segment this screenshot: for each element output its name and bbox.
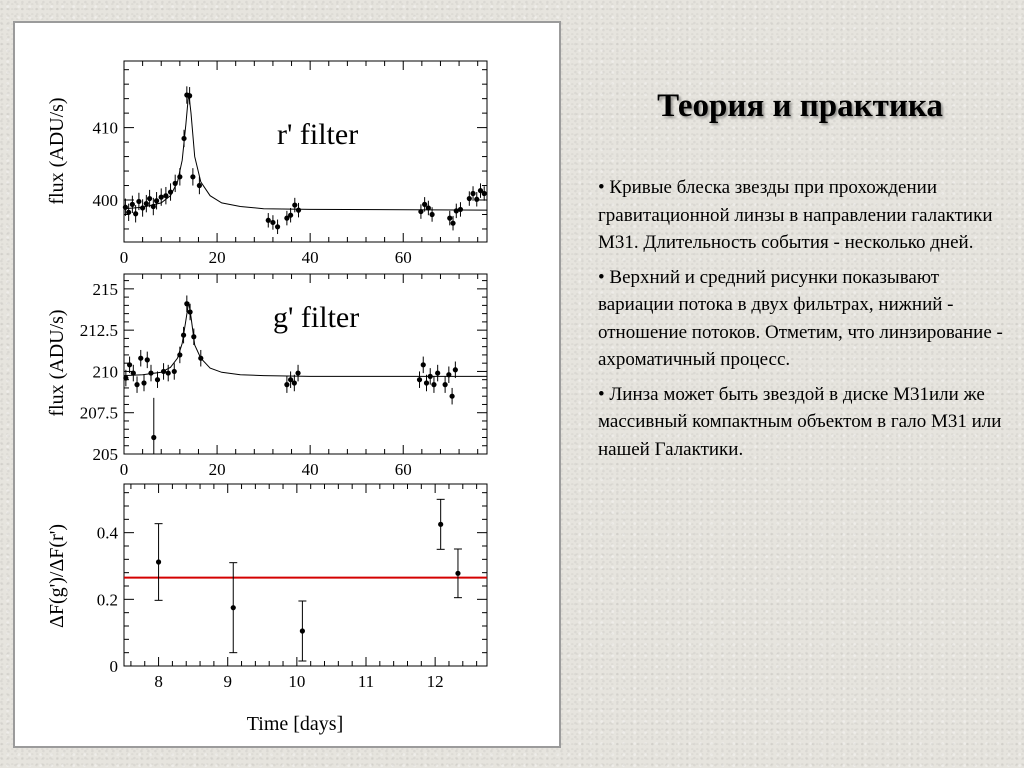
y-tick-label: 400 bbox=[92, 191, 118, 211]
light-curve-figure bbox=[13, 21, 561, 748]
data-marker bbox=[470, 191, 475, 196]
x-tick-label: 10 bbox=[288, 672, 306, 691]
data-point bbox=[431, 376, 436, 393]
data-marker bbox=[127, 362, 132, 367]
data-marker bbox=[151, 435, 156, 440]
data-marker bbox=[172, 369, 177, 374]
data-marker bbox=[450, 221, 455, 226]
data-marker bbox=[197, 183, 202, 188]
data-marker bbox=[161, 369, 166, 374]
data-marker bbox=[482, 191, 487, 196]
x-tick-label: 40 bbox=[301, 460, 319, 479]
data-point bbox=[198, 350, 203, 367]
data-marker bbox=[187, 309, 192, 314]
data-point bbox=[266, 213, 271, 227]
data-marker bbox=[446, 372, 451, 377]
data-marker bbox=[270, 220, 275, 225]
data-marker bbox=[130, 202, 135, 207]
data-marker bbox=[148, 370, 153, 375]
data-marker bbox=[138, 356, 143, 361]
data-marker bbox=[190, 174, 195, 179]
data-point bbox=[177, 168, 182, 185]
data-marker bbox=[443, 382, 448, 387]
data-marker bbox=[417, 377, 422, 382]
data-marker bbox=[144, 201, 149, 206]
data-marker bbox=[177, 174, 182, 179]
data-marker bbox=[126, 210, 131, 215]
data-point bbox=[446, 366, 451, 383]
data-marker bbox=[159, 195, 164, 200]
x-tick-label: 20 bbox=[208, 460, 226, 479]
data-point bbox=[190, 168, 195, 185]
x-tick-label: 60 bbox=[394, 460, 412, 479]
data-point bbox=[435, 365, 440, 382]
data-marker bbox=[292, 202, 297, 207]
data-marker bbox=[181, 333, 186, 338]
data-point bbox=[168, 183, 173, 200]
bullet-item: • Верхний и средний рисунки показывают вариации потока в двух фильтрах, нижний - отношение потоков. Отметим, что линзирование - ахроматичный процесс. bbox=[598, 266, 1003, 370]
data-marker bbox=[156, 559, 161, 564]
data-point bbox=[127, 357, 132, 374]
data-point bbox=[155, 524, 163, 601]
data-marker bbox=[453, 367, 458, 372]
plot-frame bbox=[124, 484, 487, 666]
light-curve-plots bbox=[15, 23, 559, 746]
data-marker bbox=[429, 212, 434, 217]
y-tick-label: 210 bbox=[92, 362, 118, 382]
data-marker bbox=[154, 198, 159, 203]
y-axis-title: ΔF(g')/ΔF(r') bbox=[46, 523, 68, 629]
x-tick-label: 9 bbox=[223, 672, 232, 691]
data-point bbox=[295, 365, 300, 382]
data-marker bbox=[447, 216, 452, 221]
data-marker bbox=[151, 204, 156, 209]
x-tick-label: 40 bbox=[301, 248, 319, 267]
x-tick-label: 11 bbox=[357, 672, 375, 691]
filter-label: g' filter bbox=[273, 301, 360, 334]
data-point bbox=[284, 211, 289, 225]
data-point bbox=[172, 363, 177, 380]
slide-title: Теория и практика bbox=[657, 88, 943, 124]
data-point bbox=[298, 601, 306, 661]
data-marker bbox=[123, 375, 128, 380]
data-marker bbox=[467, 196, 472, 201]
data-marker bbox=[295, 370, 300, 375]
data-point bbox=[421, 357, 426, 374]
data-marker bbox=[418, 209, 423, 214]
y-tick-label: 410 bbox=[92, 118, 118, 138]
x-tick-label: 20 bbox=[208, 248, 226, 267]
data-point bbox=[161, 363, 166, 380]
data-point bbox=[181, 130, 186, 147]
data-point bbox=[134, 376, 139, 393]
data-point bbox=[449, 388, 454, 405]
data-marker bbox=[166, 370, 171, 375]
data-marker bbox=[422, 202, 427, 207]
data-point bbox=[131, 365, 136, 382]
data-marker bbox=[133, 211, 138, 216]
data-point bbox=[437, 499, 445, 549]
chart-panel-2 bbox=[46, 274, 487, 479]
y-tick-label: 0 bbox=[109, 657, 118, 676]
data-point bbox=[148, 365, 153, 382]
data-marker bbox=[140, 205, 145, 210]
data-point bbox=[288, 208, 293, 222]
data-marker bbox=[275, 224, 280, 229]
data-point bbox=[292, 375, 297, 392]
data-marker bbox=[163, 193, 168, 198]
data-point bbox=[181, 327, 186, 344]
x-tick-label: 0 bbox=[119, 248, 129, 267]
chart-panel-1 bbox=[46, 61, 487, 267]
data-marker bbox=[455, 571, 460, 576]
data-marker bbox=[231, 605, 236, 610]
model-curve bbox=[124, 93, 487, 210]
data-point bbox=[197, 177, 202, 194]
data-point bbox=[155, 371, 160, 388]
data-point bbox=[270, 215, 275, 229]
data-marker bbox=[431, 382, 436, 387]
data-marker bbox=[181, 136, 186, 141]
data-marker bbox=[300, 628, 305, 633]
y-tick-label: 207.5 bbox=[79, 403, 118, 423]
data-marker bbox=[173, 181, 178, 186]
data-point bbox=[191, 328, 196, 345]
y-tick-label: 0.4 bbox=[96, 523, 118, 543]
data-point bbox=[163, 187, 168, 204]
data-point bbox=[443, 376, 448, 393]
bullet-list bbox=[598, 174, 1014, 470]
data-marker bbox=[141, 380, 146, 385]
data-marker bbox=[438, 522, 443, 527]
data-marker bbox=[191, 334, 196, 339]
data-point bbox=[145, 352, 150, 369]
data-point bbox=[141, 375, 146, 392]
data-point bbox=[275, 220, 280, 234]
data-point bbox=[177, 347, 182, 364]
x-tick-label: 8 bbox=[154, 672, 163, 691]
data-point bbox=[453, 362, 458, 379]
data-point bbox=[184, 295, 189, 312]
data-marker bbox=[155, 377, 160, 382]
data-point bbox=[151, 398, 156, 454]
y-axis-title: flux (ADU/s) bbox=[46, 97, 68, 205]
data-marker bbox=[187, 93, 192, 98]
data-marker bbox=[449, 394, 454, 399]
data-marker bbox=[426, 205, 431, 210]
data-point bbox=[138, 350, 143, 367]
data-marker bbox=[284, 382, 289, 387]
y-tick-label: 205 bbox=[92, 445, 118, 464]
data-marker bbox=[424, 380, 429, 385]
y-tick-label: 215 bbox=[92, 279, 118, 299]
data-marker bbox=[421, 362, 426, 367]
data-marker bbox=[131, 370, 136, 375]
data-point bbox=[454, 549, 462, 598]
data-marker bbox=[136, 199, 141, 204]
data-marker bbox=[296, 208, 301, 213]
data-marker bbox=[474, 197, 479, 202]
bullet-item: • Линза может быть звездой в диске M31или же массивный компактным объектом в гало M31 или нашей Галактики. bbox=[598, 383, 1002, 460]
chart-panel-3 bbox=[46, 484, 487, 735]
data-marker bbox=[292, 380, 297, 385]
data-point bbox=[229, 563, 237, 653]
data-marker bbox=[134, 382, 139, 387]
data-marker bbox=[184, 301, 189, 306]
bullet-item: • Кривые блеска звезды при прохождении гравитационной линзы в направлении галактики M31. Длительность события - несколько дней. bbox=[598, 177, 993, 253]
x-tick-label: 0 bbox=[119, 460, 129, 479]
data-marker bbox=[458, 207, 463, 212]
data-point bbox=[482, 186, 487, 200]
data-marker bbox=[266, 218, 271, 223]
data-marker bbox=[198, 356, 203, 361]
data-marker bbox=[288, 213, 293, 218]
data-marker bbox=[123, 205, 128, 210]
data-point bbox=[458, 202, 463, 216]
y-tick-label: 212.5 bbox=[79, 321, 118, 341]
x-tick-label: 60 bbox=[394, 248, 412, 267]
data-point bbox=[418, 204, 423, 218]
data-marker bbox=[435, 370, 440, 375]
data-point bbox=[130, 196, 135, 213]
y-tick-label: 0.2 bbox=[96, 590, 118, 610]
data-marker bbox=[145, 357, 150, 362]
filter-label: r' filter bbox=[277, 118, 359, 151]
data-marker bbox=[168, 189, 173, 194]
y-axis-title: flux (ADU/s) bbox=[46, 309, 68, 417]
data-point bbox=[454, 204, 459, 218]
data-marker bbox=[147, 196, 152, 201]
x-tick-label: 12 bbox=[426, 672, 444, 691]
data-point bbox=[417, 371, 422, 388]
data-marker bbox=[428, 374, 433, 379]
data-marker bbox=[177, 352, 182, 357]
x-axis-title: Time [days] bbox=[246, 713, 344, 735]
